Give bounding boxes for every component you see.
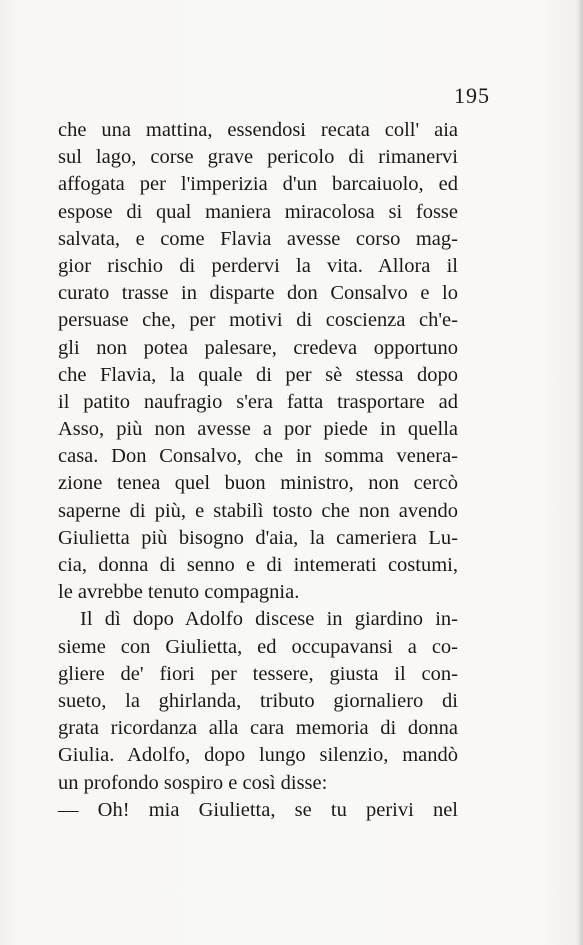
text-line: che una mattina, essendosi recata coll' aia: [58, 119, 458, 141]
text-line: zione tenea quel buon ministro, non cercò: [58, 472, 458, 495]
text-line: casa. Don Consalvo, che in somma venera-: [58, 445, 458, 468]
page-number: 195: [454, 83, 490, 108]
text-line: Giulia. Adolfo, dopo lungo silenzio, mandò: [58, 744, 458, 767]
text-line: cia, donna di senno e di intemerati costumi,: [58, 554, 458, 576]
text-line: saperne di più, e stabilì tosto che non avendo: [58, 499, 458, 522]
text-line: che Flavia, la quale di per sè stessa dopo: [58, 363, 458, 386]
text-line: sueto, la ghirlanda, tributo giornaliero di: [58, 689, 458, 712]
text-line: gior rischio di perdervi la vita. Allora il: [58, 254, 458, 277]
paragraph-end-line: un profondo sospiro e così disse:: [58, 771, 328, 794]
text-line: curato trasse in disparte don Consalvo e lo: [58, 282, 458, 305]
text-line: il patito naufragio s'era fatta trasportare ad: [58, 390, 458, 413]
text-line: affogata per l'imperizia d'un barcaiuolo, ed: [58, 173, 458, 196]
dialogue-line: — Oh! mia Giulietta, se tu perivi nel: [58, 798, 458, 821]
text-line: Asso, più non avesse a por piede in quella: [58, 418, 458, 441]
text-line: grata ricordanza alla cara memoria di donna: [58, 717, 458, 740]
text-line: Giulietta più bisogno d'aia, la cameriera Lu-: [58, 526, 458, 549]
body-text: [58, 117, 458, 824]
text-line: gliere de' fiori per tessere, giusta il con-: [58, 662, 458, 685]
text-line: salvata, e come Flavia avesse corso mag-: [58, 227, 458, 250]
paragraph-start-line: Il dì dopo Adolfo discese in giardino in-: [80, 608, 458, 631]
text-line: espose di qual maniera miracolosa si fosse: [58, 200, 458, 223]
paragraph-end-line: le avrebbe tenuto compagnia.: [58, 581, 300, 604]
text-line: persuase che, per motivi di coscienza ch'e-: [58, 309, 458, 332]
page-edge-shadow: [577, 0, 583, 945]
text-line: sieme con Giulietta, ed occupavansi a co-: [58, 635, 458, 658]
text-line: gli non potea palesare, credeva opportuno: [58, 336, 458, 359]
text-line: sul lago, corse grave pericolo di rimanervi: [58, 146, 458, 169]
